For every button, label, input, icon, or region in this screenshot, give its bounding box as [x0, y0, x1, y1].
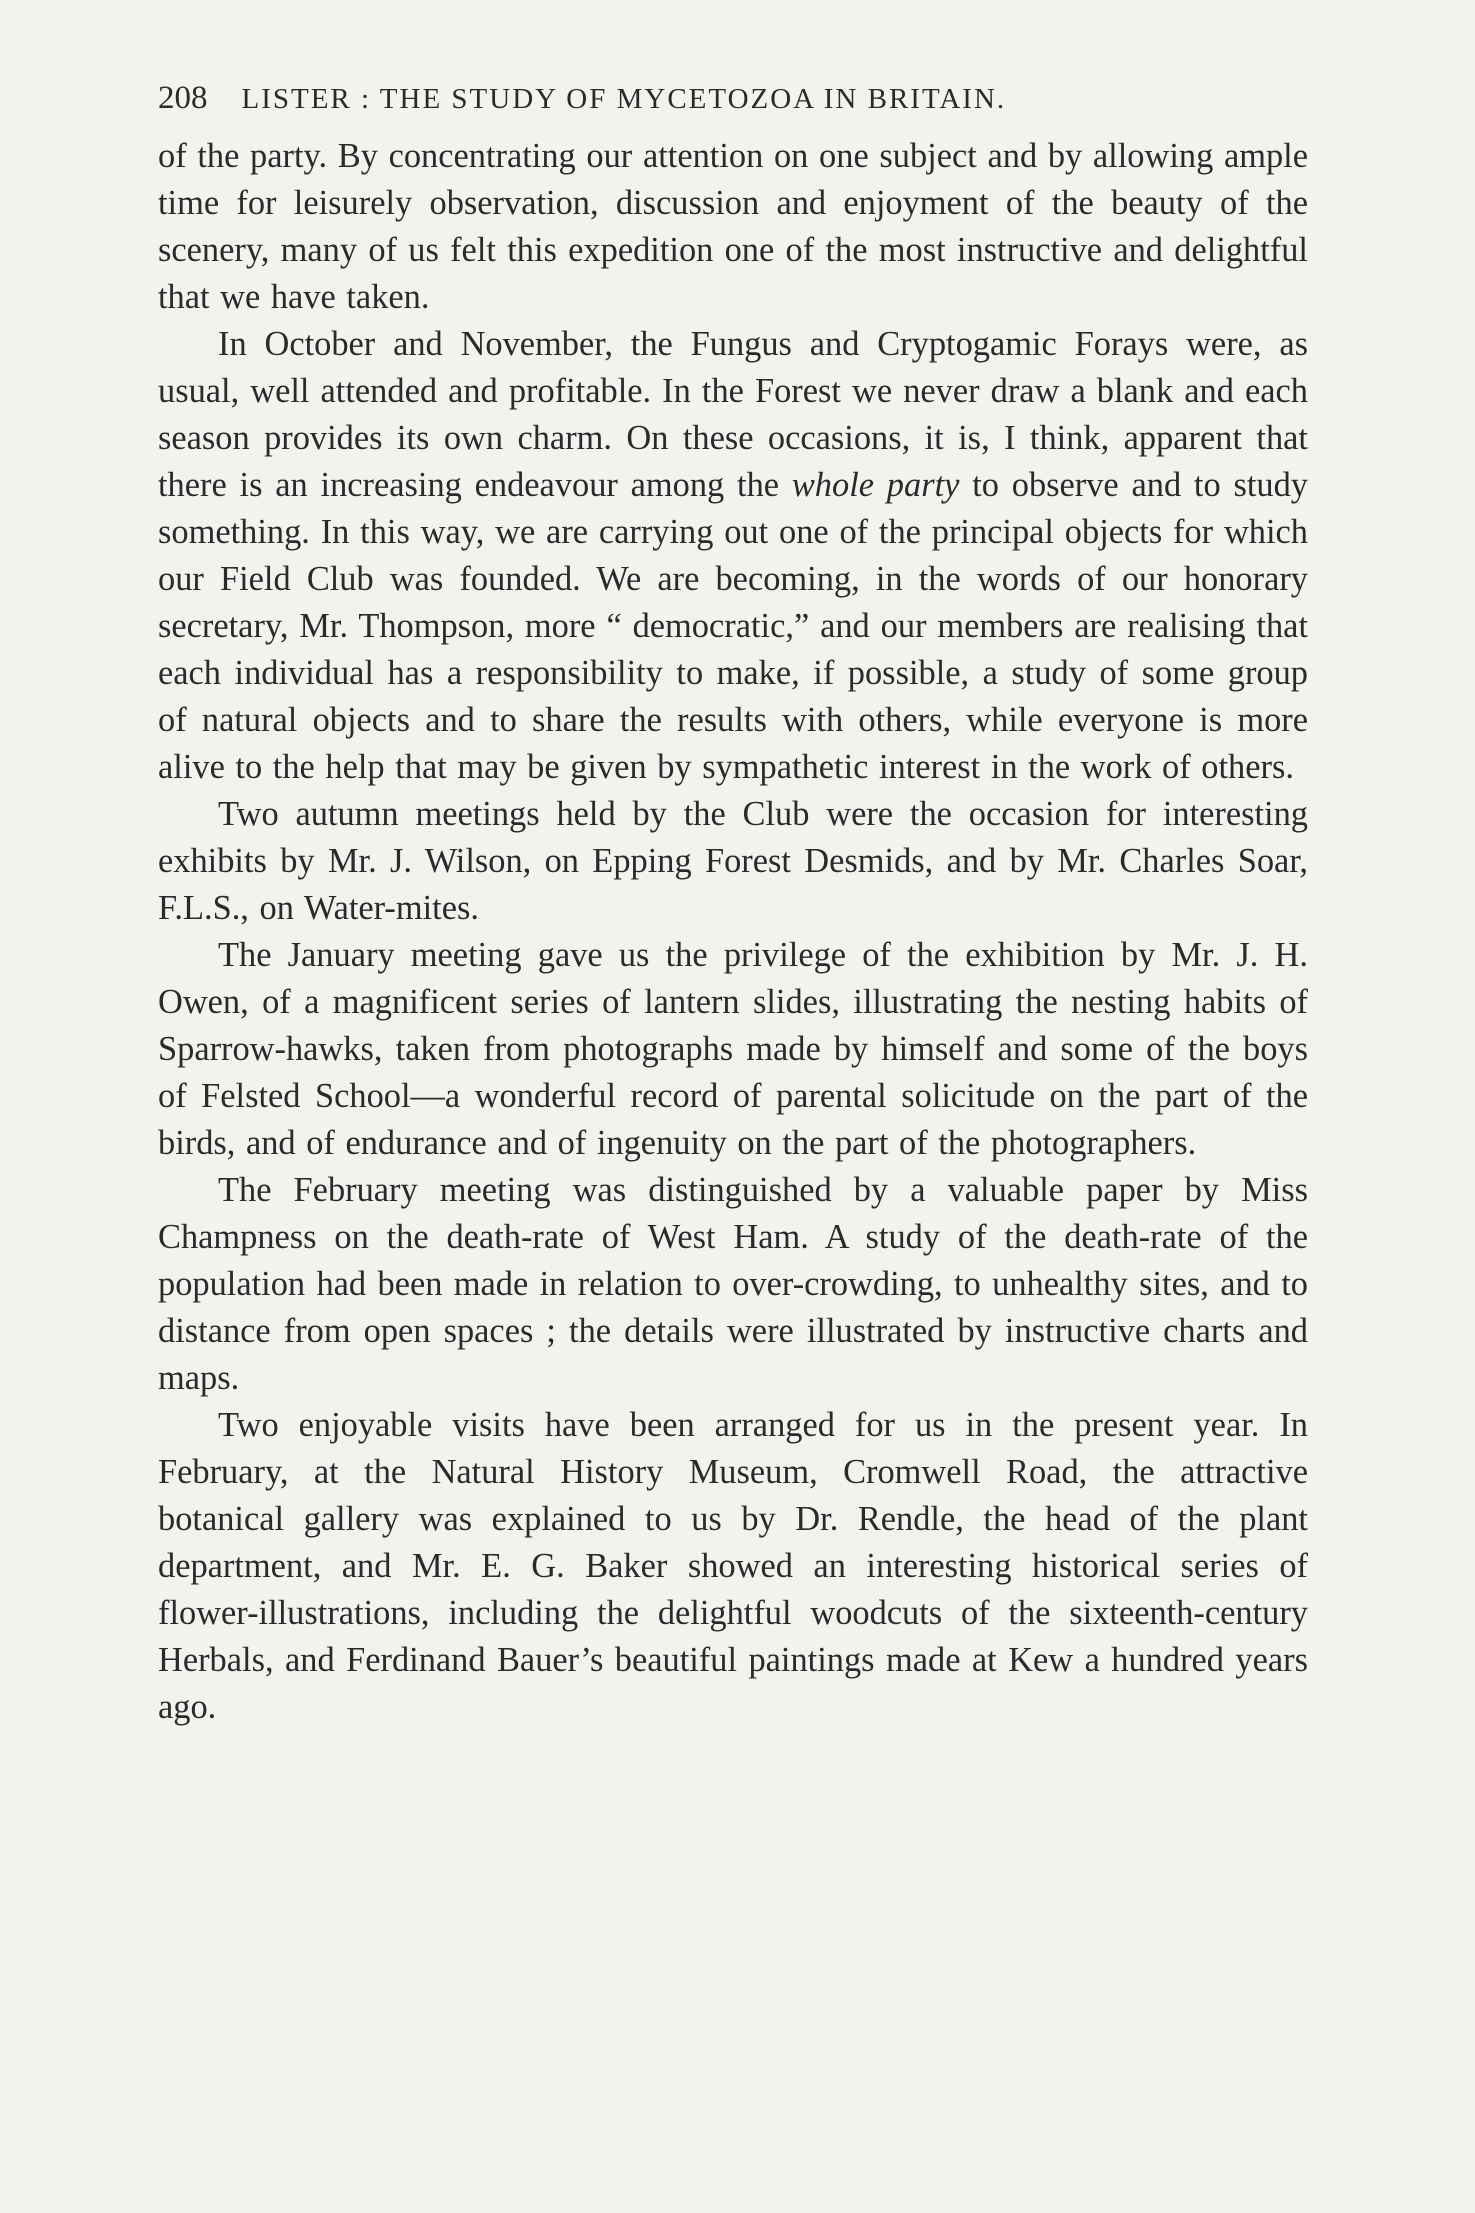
paragraph-party-continued: of the party. By concentrating our attention on one subject and by allowing ample time for leisurely observation, discussion and enjoyment of the beauty of the scenery, many of us felt this expedition one of the most instructive and delightful that we have taken. [158, 137, 1308, 316]
running-title: LISTER : THE STUDY OF MYCETOZOA IN BRITAIN. [241, 83, 1007, 115]
paragraph-january-meeting: The January meeting gave us the privilege of the exhibition by Mr. J. H. Owen, of a magnificent series of lantern slides, illustrating the nesting habits of Sparrow-hawks, taken from photographs made by himself and some of the boys of Felsted School—a wonderful record of parental solicitude on the part of the birds, and of endurance and of ingenuity on the part of the photographers. [158, 936, 1308, 1162]
paragraph-autumn-meetings: Two autumn meetings held by the Club were the occasion for interesting exhibits by Mr. J. Wilson, on Epping Forest Desmids, and by Mr. Charles Soar, F.L.S., on Water-mites. [158, 795, 1308, 927]
forays-text-after: to observe and to study something. In this way, we are carrying out one of the principal objects for which our Field Club was founded. We are becoming, in the words of our honorary secretary, Mr. Thompson, more “ democratic,” and our members are realising that each individual has a responsibility to make, if possible, a study of some group of natural objects and to share the results with others, while everyone is more alive to the help that may be given by sympathetic interest in the work of others. [158, 466, 1309, 786]
running-head [158, 80, 1308, 117]
paragraph-visits: Two enjoyable visits have been arranged for us in the present year. In February, at the Natural History Museum, Cromwell Road, the attractive botanical gallery was explained to us by Dr. Rendle, the head of the plant department, and Mr. E. G. Baker showed an interesting historical series of flower-illustrations, including the delightful woodcuts of the sixteenth-century Herbals, and Ferdinand Bauer’s beautiful paintings made at Kew a hundred years ago. [158, 1406, 1308, 1726]
book-page [158, 80, 1308, 1731]
paragraph-forays [158, 321, 1308, 791]
paragraph-february-meeting: The February meeting was distinguished by a valuable paper by Miss Champness on the death-rate of West Ham. A study of the death-rate of the population had been made in relation to over-crowding, to unhealthy sites, and to distance from open spaces ; the details were illustrated by instructive charts and maps. [158, 1171, 1308, 1397]
forays-text-before: In October and November, the Fungus and Cryptogamic Forays were, as usual, well attended and profitable. In the Forest we never draw a blank and each season provides its own charm. On these occasions, it is, I think, apparent that there is an increasing endeavour among the [158, 325, 1308, 504]
page-number: 208 [158, 80, 208, 116]
body-text [158, 133, 1308, 1731]
forays-emphasis: whole party [791, 466, 960, 504]
